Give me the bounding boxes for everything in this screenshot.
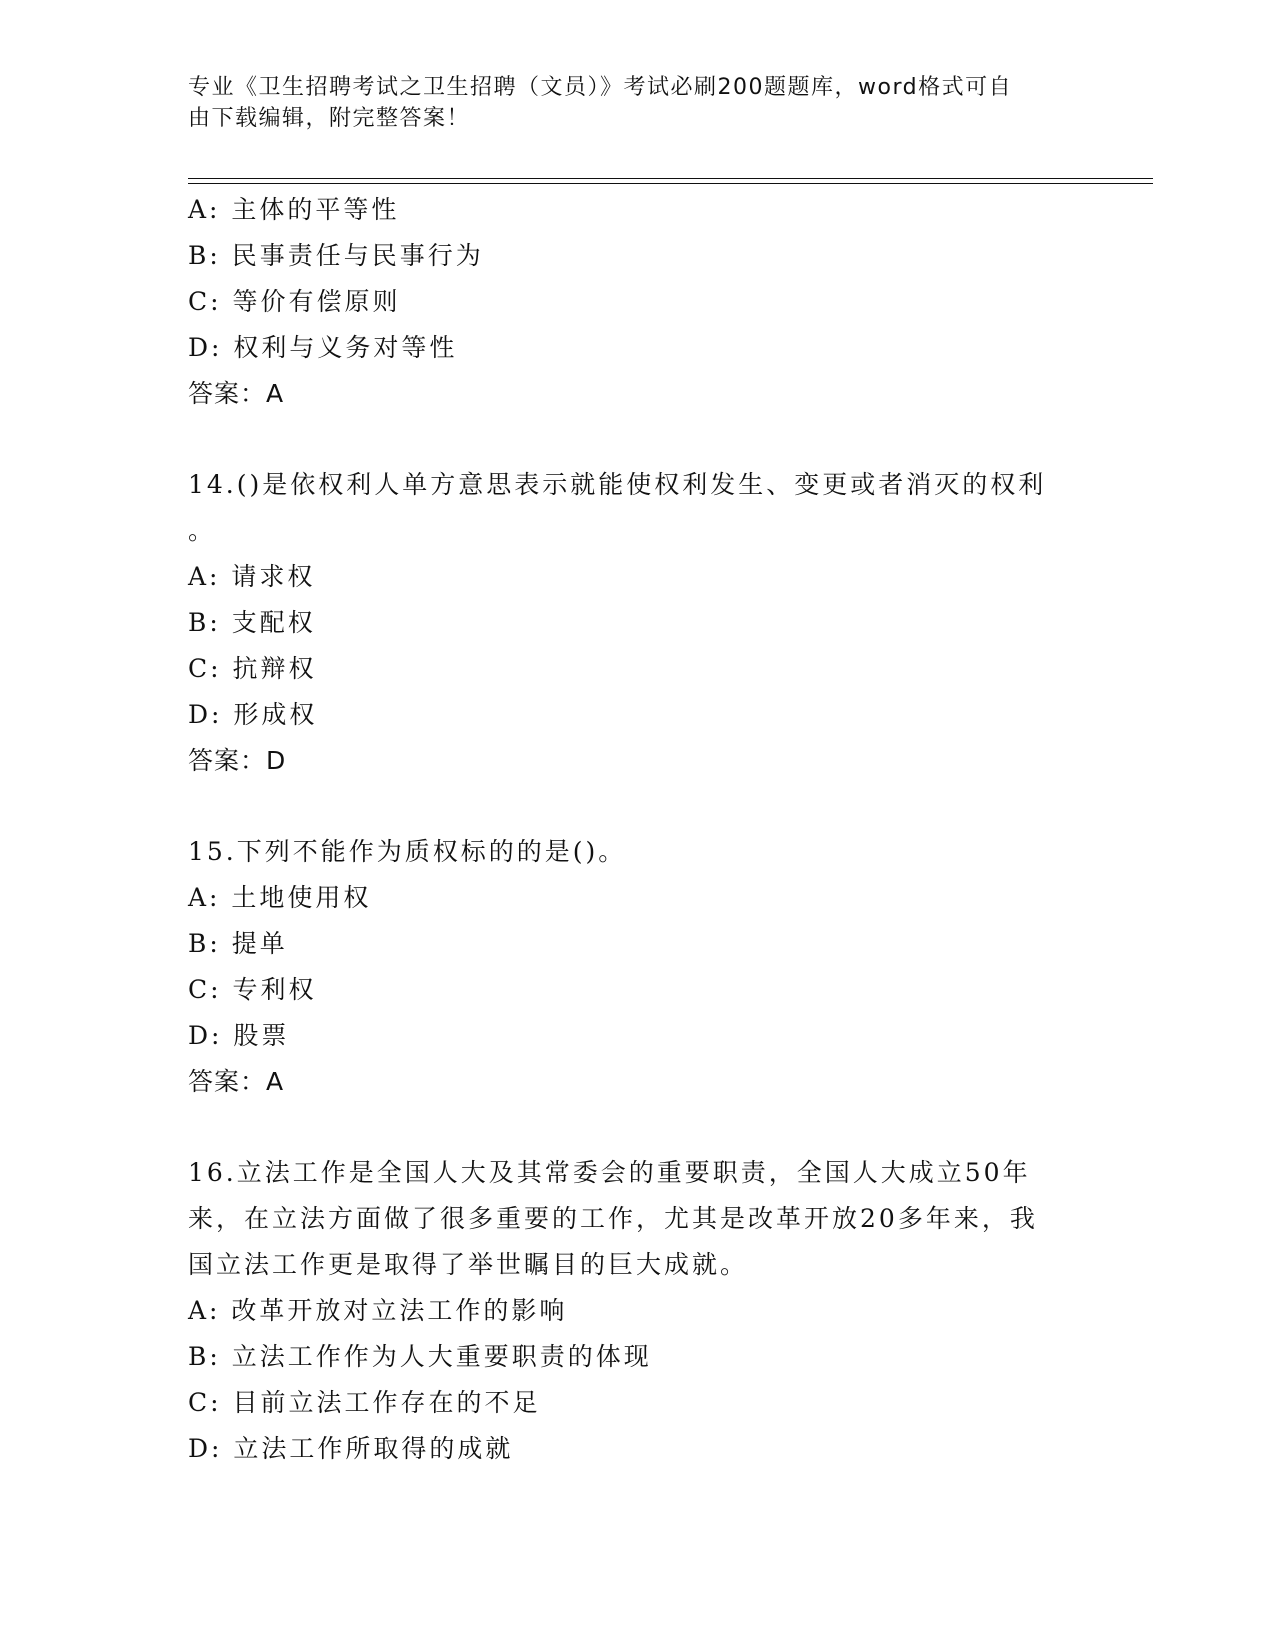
header-title-line-2: 由下载编辑，附完整答案！ [188, 106, 471, 131]
question-text: 16.立法工作是全国人大及其常委会的重要职责，全国人大成立50年 [188, 1158, 1031, 1187]
option-c: C: 专利权 [188, 975, 317, 1004]
document-header [188, 72, 1068, 134]
answer: 答案：D [188, 746, 287, 775]
question-14 [188, 462, 1088, 784]
option-a: A: 主体的平等性 [188, 195, 400, 224]
option-a: A: 改革开放对立法工作的影响 [188, 1296, 568, 1325]
option-b: B: 提单 [188, 929, 288, 958]
option-d: D: 立法工作所取得的成就 [188, 1434, 514, 1463]
option-b: B: 立法工作作为人大重要职责的体现 [188, 1342, 652, 1371]
question-text: 15.下列不能作为质权标的的是()。 [188, 837, 627, 866]
question-text-continued-2: 国立法工作更是取得了举世瞩目的巨大成就。 [188, 1250, 749, 1279]
question-15 [188, 829, 1088, 1105]
question-text: 14.()是依权利人单方意思表示就能使权利发生、变更或者消灭的权利 [188, 470, 1047, 499]
header-divider-top [188, 178, 1153, 179]
option-a: A: 土地使用权 [188, 883, 372, 912]
question-list [188, 187, 1088, 1472]
question-text-continued: 来，在立法方面做了很多重要的工作，尤其是改革开放20多年来，我 [188, 1204, 1038, 1233]
option-d: D: 权利与义务对等性 [188, 333, 458, 362]
option-d: D: 股票 [188, 1021, 290, 1050]
answer: 答案：A [188, 379, 285, 408]
option-b: B: 民事责任与民事行为 [188, 241, 484, 270]
option-b: B: 支配权 [188, 608, 316, 637]
question-16 [188, 1150, 1088, 1472]
header-divider-bottom [188, 183, 1153, 184]
header-title-line-1: 专业《卫生招聘考试之卫生招聘（文员）》考试必刷200题题库，word格式可自 [188, 75, 1013, 100]
answer: 答案：A [188, 1067, 285, 1096]
option-a: A: 请求权 [188, 562, 316, 591]
question-13 [188, 187, 1088, 417]
option-d: D: 形成权 [188, 700, 318, 729]
option-c: C: 抗辩权 [188, 654, 317, 683]
question-text-continued: 。 [188, 516, 217, 545]
option-c: C: 等价有偿原则 [188, 287, 401, 316]
option-c: C: 目前立法工作存在的不足 [188, 1388, 541, 1417]
